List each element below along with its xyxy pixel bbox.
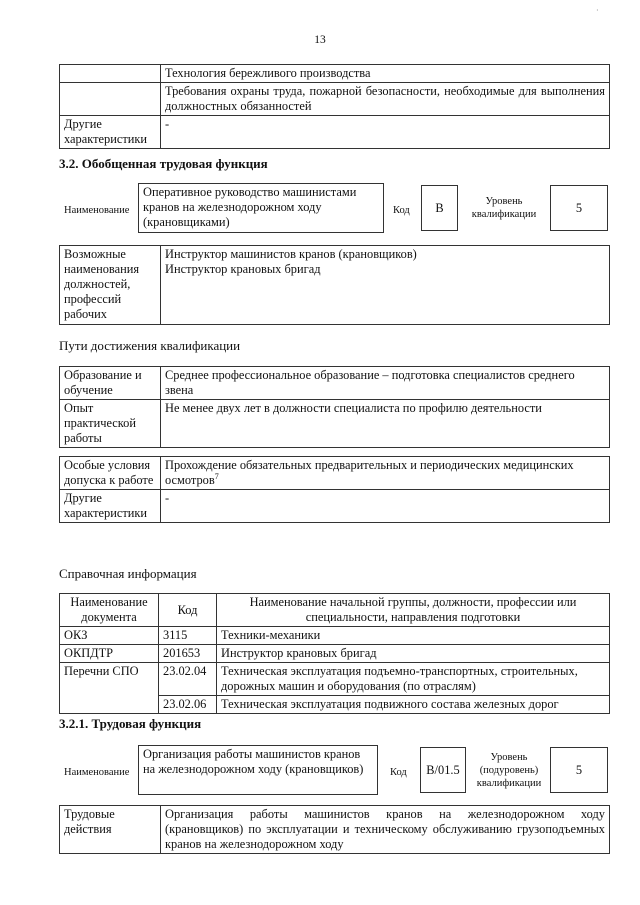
page-number: 13	[314, 34, 326, 46]
table-cell-label: Образование и обучение	[60, 367, 161, 400]
table-cell: Перечни СПО	[60, 663, 159, 696]
table-cell: Техники-механики	[217, 627, 610, 645]
scan-mark: ·	[596, 6, 599, 15]
table-cell-value: Среднее профессиональное образование – подготовка специалистов среднего звена	[161, 367, 610, 400]
subsection-title: 3.2.1. Трудовая функция	[59, 716, 202, 731]
level-value-box: 5	[550, 185, 608, 231]
table-header: Наименование начальной группы, должности, профессии или специальности, направления подготовки	[217, 594, 610, 627]
table-cell-value: Технология бережливого производства	[161, 65, 610, 83]
table-row	[60, 806, 610, 854]
positions-table	[59, 245, 610, 325]
level-label: Уровень квалификации	[471, 196, 537, 220]
positions-value	[161, 246, 610, 325]
table-cell-label: Трудовые действия	[60, 806, 161, 854]
positions-label: Возможные наименования должностей, профессий рабочих	[60, 246, 161, 325]
table-row	[60, 83, 610, 116]
table-cell-value	[161, 457, 610, 490]
function-name-box: Оперативное руководство машинистами кранов на железнодорожном ходу (крановщиками)	[138, 183, 384, 233]
section-title: 3.2. Обобщенная трудовая функция	[59, 156, 268, 171]
top-table	[59, 64, 610, 149]
table-cell-label: Опыт практической работы	[60, 400, 161, 448]
position-line: Инструктор машинистов кранов (крановщиков)	[165, 247, 417, 261]
table-cell: Инструктор крановых бригад	[217, 645, 610, 663]
table-row	[60, 367, 610, 400]
table-cell: ОКПДТР	[60, 645, 159, 663]
paths-table	[59, 366, 610, 448]
reference-table	[59, 593, 610, 714]
code-label: Код	[390, 767, 407, 778]
paths-title: Пути достижения квалификации	[59, 338, 241, 353]
table-row	[60, 627, 610, 645]
actions-table	[59, 805, 610, 854]
table-cell-label: Другие характеристики	[60, 116, 161, 149]
reference-title: Справочная информация	[59, 566, 197, 581]
table-row	[60, 645, 610, 663]
table-cell: Техническая эксплуатация подъемно-транспортных, строительных, дорожных машин и оборудования (по отраслям)	[217, 663, 610, 696]
table-header: Код	[159, 594, 217, 627]
table-header-row	[60, 594, 610, 627]
table-cell: Техническая эксплуатация подвижного состава железных дорог	[217, 696, 610, 714]
table-cell-value: -	[161, 490, 610, 523]
conditions-table	[59, 456, 610, 523]
table-row	[60, 246, 610, 325]
footnote-ref: 7	[214, 471, 219, 481]
name-label: Наименование	[64, 767, 130, 778]
table-row	[60, 663, 610, 696]
table-cell: ОКЗ	[60, 627, 159, 645]
table-row	[60, 65, 610, 83]
name-label: Наименование	[64, 205, 130, 216]
table-row	[60, 490, 610, 523]
table-row	[60, 400, 610, 448]
level-label: Уровень (подуровень) квалификации	[476, 752, 542, 789]
position-line: Инструктор крановых бригад	[165, 262, 321, 276]
table-cell-value: -	[161, 116, 610, 149]
table-cell	[60, 696, 159, 714]
table-row	[60, 457, 610, 490]
conditions-text: Прохождение обязательных предварительных и периодических медицинских осмотров	[165, 458, 574, 487]
code-value-box: B/01.5	[420, 747, 466, 793]
table-cell-label: Особые условия допуска к работе	[60, 457, 161, 490]
level-value-box: 5	[550, 747, 608, 793]
table-cell-label: Другие характеристики	[60, 490, 161, 523]
table-header: Наименование документа	[60, 594, 159, 627]
table-cell-value: Организация работы машинистов кранов на железнодорожном ходу (крановщиков) по эксплуатации и техническому обслуживанию грузоподъемных кранов на железнодорожном ходу	[161, 806, 610, 854]
code-label: Код	[393, 205, 410, 216]
table-cell: 23.02.06	[159, 696, 217, 714]
code-value-box: B	[421, 185, 458, 231]
table-row	[60, 116, 610, 149]
table-cell-value: Не менее двух лет в должности специалиста по профилю деятельности	[161, 400, 610, 448]
function-name-box: Организация работы машинистов кранов на железнодорожном ходу (крановщиков)	[138, 745, 378, 795]
table-cell-label	[60, 83, 161, 116]
table-cell: 23.02.04	[159, 663, 217, 696]
table-cell: 201653	[159, 645, 217, 663]
table-row	[60, 696, 610, 714]
table-cell-label	[60, 65, 161, 83]
table-cell: 3115	[159, 627, 217, 645]
table-cell-value: Требования охраны труда, пожарной безопасности, необходимые для выполнения должностных обязанностей	[161, 83, 610, 116]
